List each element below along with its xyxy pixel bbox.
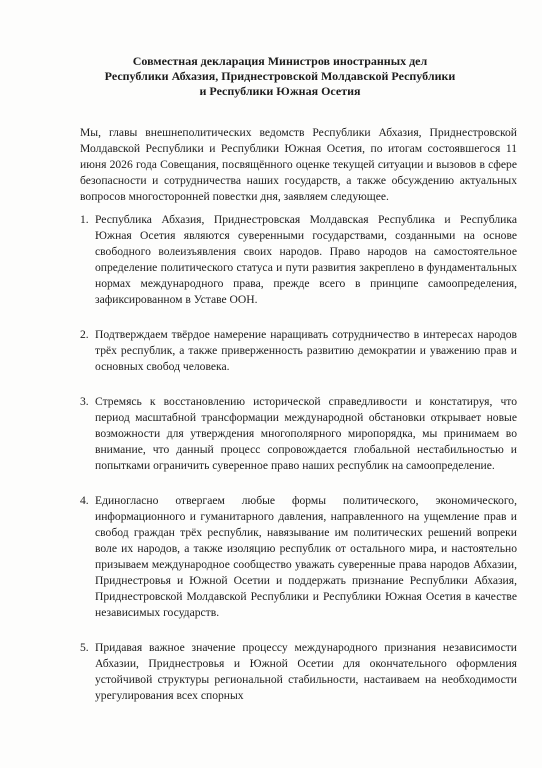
- point-text: Подтверждаем твёрдое намерение наращивать сотрудничество в интересах народов трёх республик, а также приверженность развитию демократии и уважению прав и основных свобод человека.: [95, 328, 517, 373]
- point-number: 1.: [80, 213, 89, 226]
- point-number: 5.: [80, 641, 89, 654]
- title-line-3: и Республики Южная Осетия: [199, 84, 361, 98]
- declaration-point-5: [80, 640, 517, 704]
- declaration-point-3: [80, 394, 517, 474]
- point-text: Придавая важное значение процессу международного признания независимости Абхазии, Приднестровья и Южной Осетии для окончательного оформления устойчивой структуры региональной стабильности, настаиваем на необходимости урегулирования всех спорных: [95, 641, 517, 702]
- declaration-point-4: [80, 493, 517, 621]
- declaration-points-list: [80, 212, 517, 704]
- declaration-point-2: [80, 327, 517, 375]
- declaration-point-1: [80, 212, 517, 308]
- document-title: [60, 54, 500, 99]
- point-number: 4.: [80, 494, 89, 507]
- title-line-1: Совместная декларация Министров иностранных дел: [132, 54, 428, 68]
- point-number: 3.: [80, 395, 89, 408]
- point-text: Республика Абхазия, Приднестровская Молдавская Республика и Республика Южная Осетия являются суверенными государствами, созданными на основе свободного волеизъявления своих народов. Право народов на самостоятельное определение политического статуса и пути развития закреплено в фундаментальных нормах международного права, прежде всего в принципе самоопределения, зафиксированном в Уставе ООН.: [95, 213, 517, 306]
- point-text: Стремясь к восстановлению исторической справедливости и констатируя, что период масштабной трансформации международной обстановки открывает новые возможности для утверждения многополярного миропорядка, мы принимаем во внимание, что данный процесс сопровождается глобальной нестабильностью и попытками ограничить суверенное право наших республик на самоопределение.: [95, 395, 517, 472]
- point-number: 2.: [80, 328, 89, 341]
- title-line-2: Республики Абхазия, Приднестровской Молдавской Республики: [104, 69, 456, 83]
- intro-paragraph: Мы, главы внешнеполитических ведомств Республики Абхазия, Приднестровской Молдавской Республики и Республики Южная Осетия, по итогам состоявшегося 11 июня 2026 года Совещания, посвящённого оценке текущей ситуации и вызовов в сфере безопасности и сотрудничества наших государств, а также обсуждению актуальных вопросов многосторонней повестки дня, заявляем следующее.: [80, 125, 517, 203]
- point-text: Единогласно отвергаем любые формы политического, экономического, информационного и гуманитарного давления, направленного на ущемление прав и свобод граждан трёх республик, навязывание им политических решений вопреки воле их народов, а также изоляцию республик от остального мира, и настоятельно призываем международное сообщество уважать суверенные права народов Абхазии, Приднестровья и Южной Осетии и поддержать признание Республики Абхазия, Приднестровской Молдавской Республики и Республики Южная Осетия в качестве независимых государств.: [95, 494, 517, 619]
